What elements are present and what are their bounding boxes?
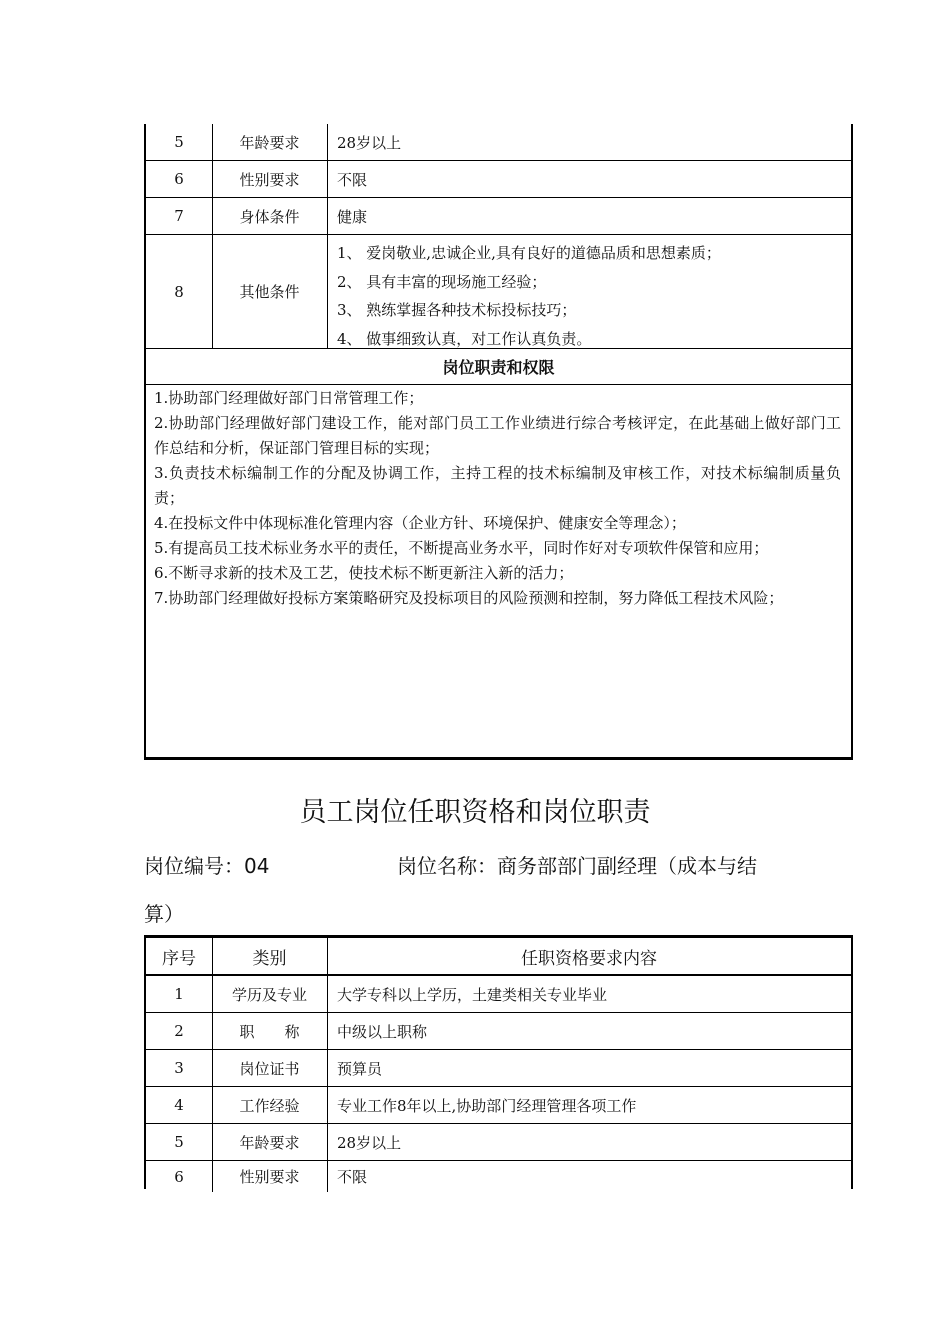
table-row <box>146 1124 851 1161</box>
row-value: 专业工作8年以上,协助部门经理管理各项工作 <box>337 1096 637 1115</box>
duty-item: 4.在投标文件中体现标准化管理内容（企业方针、环境保护、健康安全等理念）； <box>154 514 686 532</box>
header-content: 任职资格要求内容 <box>521 948 657 969</box>
table-row <box>146 124 851 161</box>
row-number: 5 <box>146 124 213 160</box>
duties-list <box>154 386 841 611</box>
duty-item: 7.协助部门经理做好投标方案策略研究及投标项目的风险预测和控制，努力降低工程技术风险； <box>154 589 784 607</box>
row-value: 28岁以上 <box>337 133 402 152</box>
position-name: 岗位名称：商务部部门副经理（成本与结 <box>397 854 757 878</box>
row-number: 6 <box>146 1161 213 1192</box>
row-value: 大学专科以上学历，土建类相关专业毕业 <box>337 985 608 1004</box>
list-item: 4、 做事细致认真，对工作认真负责。 <box>337 329 592 348</box>
row-number: 5 <box>146 1124 213 1160</box>
position-code: 岗位编号：04 <box>144 854 270 878</box>
table-row <box>146 198 851 235</box>
row-value: 预算员 <box>337 1059 383 1078</box>
row-number: 4 <box>146 1087 213 1123</box>
row-category: 工作经验 <box>212 1087 328 1123</box>
row-category: 其他条件 <box>212 235 328 348</box>
row-category: 性别要求 <box>212 161 328 197</box>
duty-item: 5.有提高员工技术标业务水平的责任，不断提高业务水平，同时作好对专项软件保管和应用； <box>154 539 769 557</box>
duties-header: 岗位职责和权限 <box>146 348 851 385</box>
row-value: 中级以上职称 <box>337 1022 428 1041</box>
table-row <box>146 976 851 1013</box>
row-number: 6 <box>146 161 213 197</box>
row-category: 年龄要求 <box>212 1124 328 1160</box>
table-row <box>146 161 851 198</box>
row-value: 28岁以上 <box>337 1133 402 1152</box>
row-number: 7 <box>146 198 213 234</box>
position-name-continued: 算） <box>144 902 184 926</box>
duty-item: 6.不断寻求新的技术及工艺，使技术标不断更新注入新的活力； <box>154 564 574 582</box>
section-title: 员工岗位任职资格和岗位职责 <box>299 797 651 828</box>
row-category: 年龄要求 <box>212 124 328 160</box>
list-item: 1、 爱岗敬业,忠诚企业,具有良好的道德品质和思想素质； <box>337 244 721 262</box>
row-value: 不限 <box>337 1168 368 1186</box>
list-item: 2、 具有丰富的现场施工经验； <box>337 272 547 291</box>
table-row-other-conditions <box>146 235 851 349</box>
duty-item: 2.协助部门经理做好部门建设工作，能对部门员工工作业绩进行综合考核评定，在此基础上做好部门工作总结和分析，保证部门管理目标的实现； <box>154 414 841 457</box>
table-row <box>146 1087 851 1124</box>
table-row <box>146 1013 851 1050</box>
row-category: 性别要求 <box>212 1161 328 1192</box>
row-number: 8 <box>146 235 213 348</box>
list-item: 3、 熟练掌握各种技术标投标技巧； <box>337 301 577 319</box>
row-value: 健康 <box>337 207 368 226</box>
duty-item: 3.负责技术标编制工作的分配及协调工作，主持工程的技术标编制及审核工作，对技术标编制质量负责； <box>154 464 841 507</box>
row-category: 岗位证书 <box>212 1050 328 1086</box>
qualification-table <box>144 935 853 1189</box>
table-row <box>146 1050 851 1087</box>
row-category: 身体条件 <box>212 198 328 234</box>
qualification-table-continued <box>144 124 853 760</box>
row-number: 1 <box>146 976 213 1012</box>
other-conditions-list <box>337 243 721 357</box>
row-category: 学历及专业 <box>212 976 328 1012</box>
header-category: 类别 <box>212 938 328 974</box>
table-header <box>146 938 851 976</box>
row-number: 2 <box>146 1013 213 1049</box>
table-row <box>146 1161 851 1192</box>
row-category: 职 称 <box>212 1013 328 1049</box>
row-value: 不限 <box>337 170 368 189</box>
duty-item: 1.协助部门经理做好部门日常管理工作； <box>154 389 424 407</box>
header-number: 序号 <box>146 938 213 974</box>
row-number: 3 <box>146 1050 213 1086</box>
